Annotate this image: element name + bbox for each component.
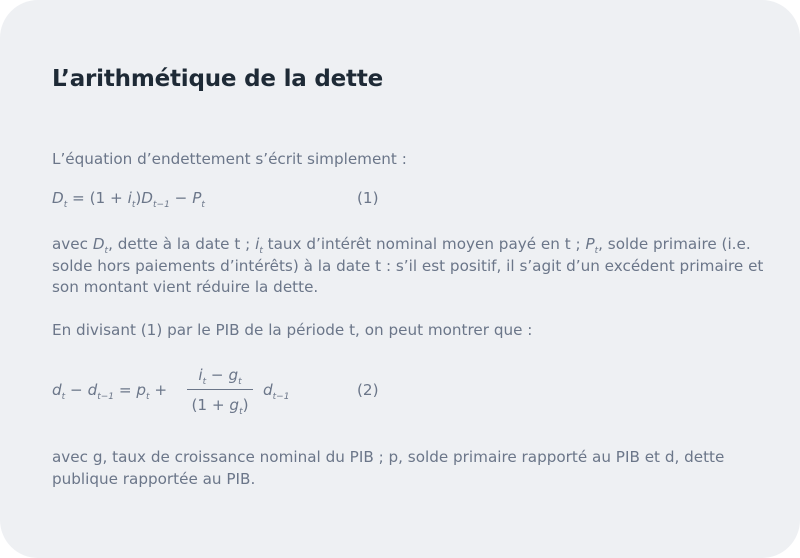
- eq1-minus: −: [169, 189, 193, 207]
- num-g: g: [228, 366, 239, 384]
- eq2-sub-p: t: [146, 392, 150, 402]
- definitions-1: [52, 234, 772, 299]
- fraction-denominator: [187, 394, 253, 416]
- equation-2-left: [52, 381, 168, 402]
- def1-P: P: [585, 235, 595, 253]
- equation-2-fraction: [187, 364, 253, 416]
- equation-2-right: [263, 381, 290, 402]
- den-close: ): [242, 396, 249, 414]
- eq2-d: d: [52, 381, 62, 399]
- eq2-d2: d: [87, 381, 98, 399]
- transition-text: En divisant (1) par le PIB de la période t, on peut montrer que :: [52, 321, 533, 339]
- def1-part3: taux d’intérêt nominal moyen payé en t ;: [262, 235, 586, 253]
- eq1-D: D: [52, 189, 64, 207]
- fraction-numerator: [187, 364, 253, 386]
- num-i-sub: t: [202, 377, 207, 387]
- fraction-bar: [187, 389, 253, 390]
- equation-2-number: (2): [357, 381, 379, 399]
- den-g: g: [229, 396, 240, 414]
- equation-1: [52, 189, 205, 210]
- def1-D: D: [92, 235, 105, 253]
- equation-1-number: (1): [357, 189, 379, 207]
- def1-D-sub: t: [104, 246, 109, 256]
- definitions-2: avec g, taux de croissance nominal du PIB ; p, solde primaire rapporté au PIB et d, dette publique rapportée au PIB.: [52, 448, 725, 488]
- num-minus: −: [206, 366, 229, 384]
- eq2-d3: d: [263, 381, 273, 399]
- eq2-sub-tm1-b: t−1: [272, 392, 290, 402]
- eq2-minus: −: [65, 381, 88, 399]
- den-g-sub: t: [239, 407, 243, 417]
- eq1-sub-t: t: [63, 200, 68, 210]
- eq1-close-paren: ): [135, 189, 142, 207]
- eq1-sub-p: t: [201, 200, 205, 210]
- num-i: i: [198, 366, 203, 384]
- def1-P-sub: t: [594, 246, 599, 256]
- def1-part2: , dette à la date t ;: [108, 235, 256, 253]
- eq1-D2: D: [141, 189, 153, 207]
- eq1-sub-i: t: [131, 200, 136, 210]
- eq2-sub-tm1: t−1: [97, 392, 114, 402]
- def1-part4: , solde primaire (i.e. solde hors paiements d’intérêts) à la date t : s’il est positif, il s’agit d’un excédent primaire et son montant vient réduire la dette.: [52, 235, 764, 296]
- eq2-plus: +: [149, 381, 168, 399]
- num-g-sub: t: [238, 377, 242, 387]
- eq1-P: P: [192, 189, 202, 207]
- den-open: (1 +: [191, 396, 230, 414]
- eq1-i: i: [127, 189, 132, 207]
- def1-i-sub: t: [259, 246, 263, 256]
- eq2-p: p: [136, 381, 147, 399]
- page-title: L’arithmétique de la dette: [52, 66, 384, 92]
- eq1-sub-tm1: t−1: [153, 200, 170, 210]
- intro-text: L’équation d’endettement s’écrit simplement :: [52, 150, 407, 168]
- eq1-equals-open: = (1 +: [67, 189, 128, 207]
- eq2-sub-t: t: [61, 392, 66, 402]
- eq2-equals: =: [114, 381, 137, 399]
- def1-i: i: [255, 235, 260, 253]
- def1-part1: avec: [52, 235, 93, 253]
